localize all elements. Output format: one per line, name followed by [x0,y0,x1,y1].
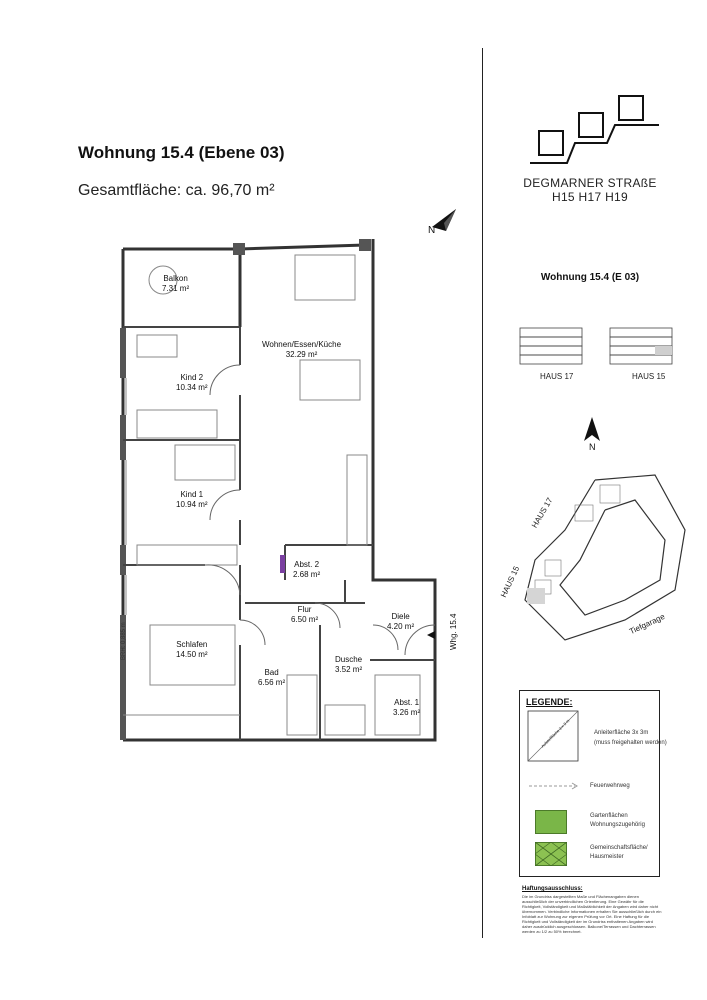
room-kind1 [176,490,208,510]
unit-entry-label: Whg. 15.4 [449,613,458,650]
street-line: DEGMARNER STRAßE [523,176,657,190]
building-sections [515,325,675,371]
site-north-arrow-icon [580,415,604,445]
legend-item1-line1: Anleiterfläche 3x 3m [594,730,649,736]
room-name: Abst. 1 [394,698,420,707]
room-abst2 [293,560,320,580]
room-area: 6.56 m² [258,678,286,687]
room-area: 32.29 m² [285,350,318,359]
unit-label: Wohnung 15.4 (E 03) [540,272,640,283]
legend-item4-line2: Hausmeister [590,854,624,860]
room-wohnen [262,340,341,360]
north-label: N [428,225,436,236]
room-area: 3.26 m² [393,708,421,717]
legend-item3-line1: Gartenflächen [590,813,628,819]
disclaimer-text: Die im Grundriss dargestellten Maße und Flächenangaben dienen ausschließlich der unverbindlichen Orientierung. Eine Gewähr für die Richtigkeit, Vollständigkeit und Maßstäblichkeit der Angaben wird daher nicht übernommen. Verbindliche Informationen erhalten Sie ausschließlich durch ein Infoblatt zur Wohnung zur eigenen Prüfung vor Ort. Eine Haftung für die Richtigkeit und Vollständigkeit der im Grundriss enthaltenen Angaben wird daher ausdrücklich ausgeschlossen. Balkone/Terrassen und Dachterrassen werden zu 1/2 zu 50% berechnet. [522,894,662,934]
disclaimer-title: Haftungsausschluss: [522,886,583,892]
room-area: 2.68 m² [293,570,321,579]
room-name: Kind 1 [180,490,204,499]
room-bad [258,668,285,688]
legend-title: LEGENDE: [526,697,573,707]
room-name: Flur [297,605,312,614]
legend-fire-route-icon [527,781,582,791]
house-numbers: H15 H17 H19 [551,190,628,204]
room-dusche [335,655,362,675]
room-name: Abst. 2 [294,560,320,569]
legend-item1-line2: (muss freigehalten werden) [594,740,667,746]
room-area: 6.50 m² [291,615,319,624]
total-area: Gesamtfläche: ca. 96,70 m² [78,182,275,199]
room-kind2 [176,373,208,393]
room-name: Dusche [335,655,363,664]
page-title: Wohnung 15.4 (Ebene 03) [78,143,285,162]
room-area: 10.94 m² [176,500,208,509]
site-tiefgarage-label: Tiefgarage [628,611,667,637]
room-balkon [162,274,189,294]
legend-item2: Feuerwehrweg [590,783,630,789]
room-area: 3.52 m² [335,665,363,674]
site-plan [505,470,695,645]
room-area: 10.34 m² [176,383,208,392]
haus15-label: HAUS 15 [632,372,666,381]
room-name: Bad [264,668,279,677]
room-flur [291,605,318,625]
room-name: Schlafen [176,640,208,649]
legend-item3-line2: Wohnungszugehörig [590,822,645,828]
haus17-label: HAUS 17 [540,372,574,381]
logo-icon [527,93,662,165]
room-name: Kind 2 [180,373,204,382]
room-diele [387,612,414,632]
room-area: 4.20 m² [387,622,415,631]
room-schlafen [176,640,208,660]
site-haus15-label: HAUS 15 [499,564,522,599]
legend-garden-swatch [535,810,567,834]
parapet-label: BRH: 0,885 m [121,622,127,660]
legend-item4-line1: Gemeinschaftsfläche/ [590,845,648,851]
room-abst1 [393,698,420,718]
room-name: Diele [391,612,410,621]
site-north-label: N [589,442,596,452]
vertical-divider [482,48,483,938]
legend-diag-text: Aufstellfläche 3 x 3 m [540,718,571,749]
room-area: 14.50 m² [176,650,208,659]
room-name: Balkon [163,274,188,283]
room-area: 7.31 m² [162,284,190,293]
site-haus17-label: HAUS 17 [530,496,555,530]
legend-community-swatch [535,842,567,866]
room-name: Wohnen/Essen/Küche [262,340,342,349]
street-name [500,176,680,204]
